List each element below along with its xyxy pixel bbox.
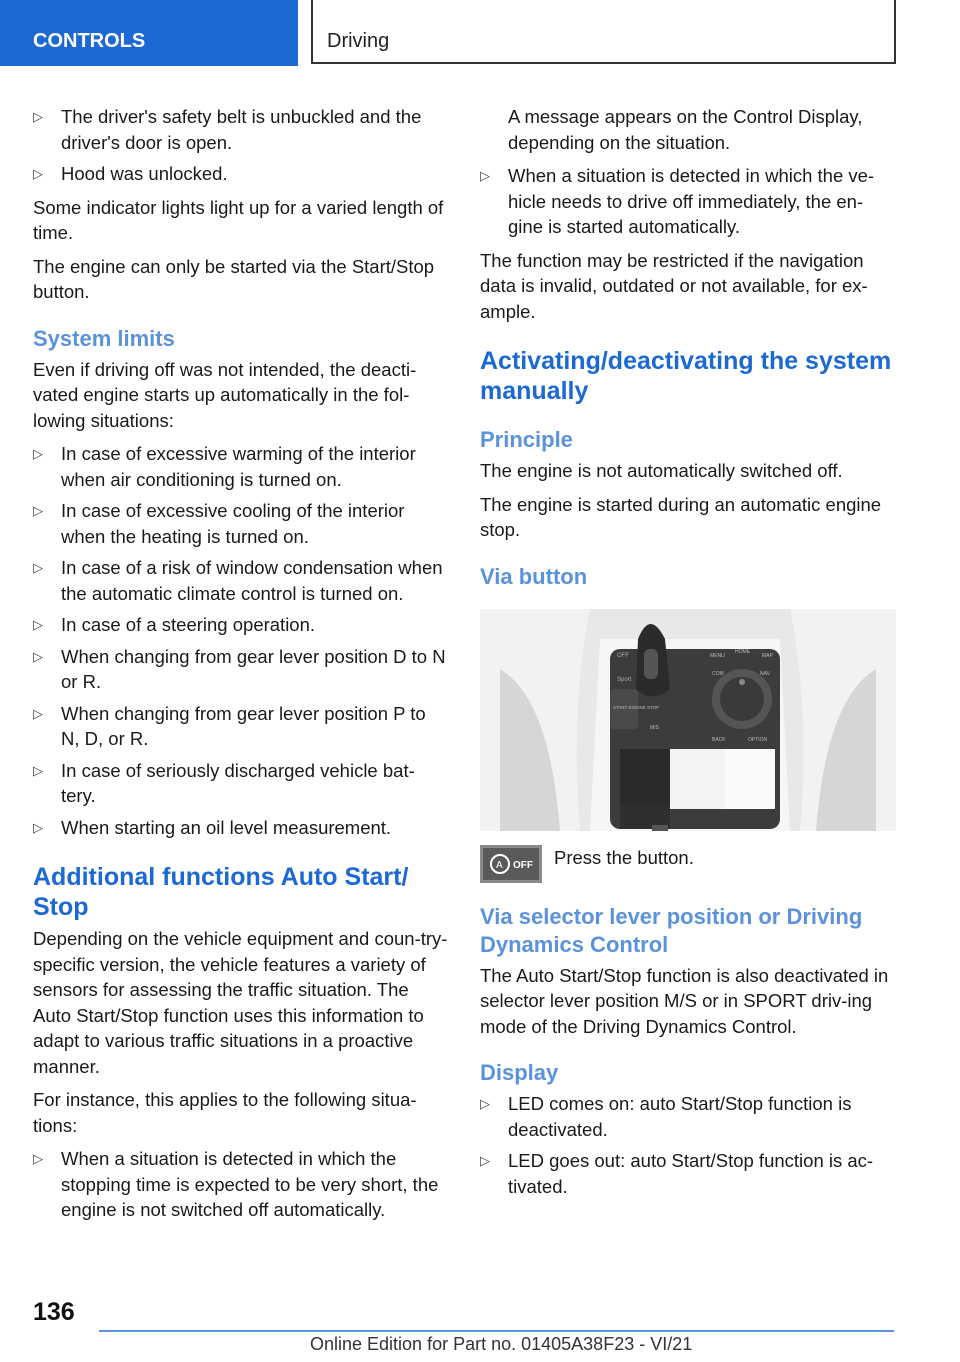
center-console-photo	[480, 609, 896, 831]
off-label: OFF	[513, 859, 533, 871]
photo-label-off: OFF	[617, 652, 629, 659]
triangle-bullet-icon: ▷	[33, 819, 43, 835]
list-item: ▷ When a situation is detected in which the stopping time is expected to be very short, the engine is not switched off automatically.	[33, 1148, 439, 1220]
triangle-bullet-icon: ▷	[33, 560, 43, 575]
heading-display: Display	[480, 1060, 559, 1085]
press-button-text: Press the button.	[554, 846, 694, 868]
list-item: ▷ The driver's safety belt is unbuckled and the driver's door is open.	[33, 106, 422, 153]
bullet-list-conditions	[33, 104, 449, 187]
photo-label-com: COM	[712, 670, 724, 677]
paragraph: The engine can only be started via the Start/Stop button.	[33, 255, 435, 302]
list-item: ▷ In case of excessive cooling of the interior when the heating is turned on.	[33, 500, 405, 547]
triangle-bullet-icon: ▷	[33, 762, 43, 778]
auto-start-stop-off-button-icon	[480, 845, 542, 883]
photo-label-option: OPTION	[748, 736, 768, 743]
paragraph: The function may be restricted if the navigation data is invalid, outdated or not available, for ex-ample.	[480, 249, 868, 322]
list-item: ▷ LED goes out: auto Start/Stop function is ac-tivated.	[480, 1150, 874, 1197]
bullet-list-situations	[33, 441, 449, 840]
photo-label-back: BACK	[712, 736, 726, 743]
list-item: ▷ LED comes on: auto Start/Stop function is deactivated.	[480, 1093, 852, 1140]
triangle-bullet-icon: ▷	[33, 705, 43, 721]
list-item: ▷ In case of excessive warming of the interior when air conditioning is turned on.	[33, 443, 416, 490]
paragraph: The engine is not automatically switched off.	[480, 460, 843, 481]
photo-label-ms: M/S	[650, 724, 659, 731]
triangle-bullet-icon: ▷	[33, 1151, 43, 1166]
photo-label-start-stop: START ENGINE STOP	[613, 704, 660, 710]
triangle-bullet-icon: ▷	[480, 1153, 490, 1168]
paragraph: For instance, this applies to the following situa-tions:	[33, 1089, 417, 1136]
section-tab: CONTROLS	[0, 0, 298, 66]
triangle-bullet-icon: ▷	[33, 503, 43, 518]
triangle-bullet-icon: ▷	[33, 166, 43, 181]
photo-label-menu: MENU	[710, 652, 725, 659]
heading-additional-functions: Additional functions Auto Start/ Stop	[33, 863, 409, 921]
chapter-title: Driving	[311, 0, 896, 64]
heading-system-limits: System limits	[33, 325, 175, 351]
photo-label-nav: NAV	[760, 670, 770, 677]
photo-label-sport: Sport	[617, 676, 632, 683]
photo-label-map: MAP	[762, 652, 773, 659]
paragraph: The Auto Start/Stop function is also deactivated in selector lever position M/S or in SPORT driv-ing mode of the Driving Dynamics Control.	[480, 964, 889, 1037]
bullet-list-drive-off	[480, 163, 896, 240]
list-item: ▷ In case of a steering operation.	[33, 612, 449, 638]
paragraph: Even if driving off was not intended, the deacti-vated engine starts up automatically in the fol-lowing situations:	[33, 358, 417, 431]
paragraph-continued: A message appears on the Control Display, depending on the situation.	[508, 106, 863, 153]
right-column	[480, 104, 896, 1207]
list-item: ▷ When changing from gear lever position D to N or R.	[33, 645, 446, 692]
heading-via-button: Via button	[480, 563, 588, 589]
list-item: ▷ When changing from gear lever position P to N, D, or R.	[33, 702, 426, 749]
heading-via-selector-lever: Via selector lever position or Driving Dynamics Control	[480, 903, 863, 957]
triangle-bullet-icon: ▷	[33, 617, 43, 632]
heading-principle: Principle	[480, 427, 573, 452]
bullet-list-display	[480, 1091, 896, 1199]
list-item: ▷ Hood was unlocked.	[33, 161, 449, 187]
bullet-list-examples	[33, 1146, 449, 1223]
triangle-bullet-icon: ▷	[33, 648, 43, 664]
svg-text:A: A	[496, 859, 503, 871]
footer-edition: Online Edition for Part no. 01405A38F23 - VI/21	[310, 1334, 693, 1354]
heading-activating-deactivating: Activating/deactivating the system manually	[480, 347, 892, 405]
paragraph: Depending on the vehicle equipment and coun-try-specific version, the vehicle features a variety of sensors for assessing the traffic situation. The Auto Start/Stop function uses this information to adapt to various traffic situations in a proactive manner.	[33, 928, 448, 1077]
paragraph: The engine is started during an automatic engine stop.	[480, 493, 882, 540]
left-column	[33, 104, 449, 1231]
page-number: 136	[33, 1298, 75, 1326]
footer-divider	[99, 1330, 894, 1332]
triangle-bullet-icon: ▷	[33, 109, 43, 124]
button-instruction-row	[480, 845, 896, 883]
paragraph: Some indicator lights light up for a varied length of time.	[33, 196, 444, 243]
photo-label-home: HOME	[735, 648, 750, 655]
list-item: ▷ When starting an oil level measurement.	[33, 815, 449, 841]
triangle-bullet-icon: ▷	[33, 446, 43, 461]
triangle-bullet-icon: ▷	[480, 168, 490, 183]
triangle-bullet-icon: ▷	[480, 1096, 490, 1111]
list-item: ▷ When a situation is detected in which the ve-hicle needs to drive off immediately, the en-gine is started automatically.	[480, 165, 875, 237]
list-item: ▷ In case of a risk of window condensation when the automatic climate control is turned on.	[33, 557, 443, 604]
list-item: ▷ In case of seriously discharged vehicle bat-tery.	[33, 759, 415, 806]
